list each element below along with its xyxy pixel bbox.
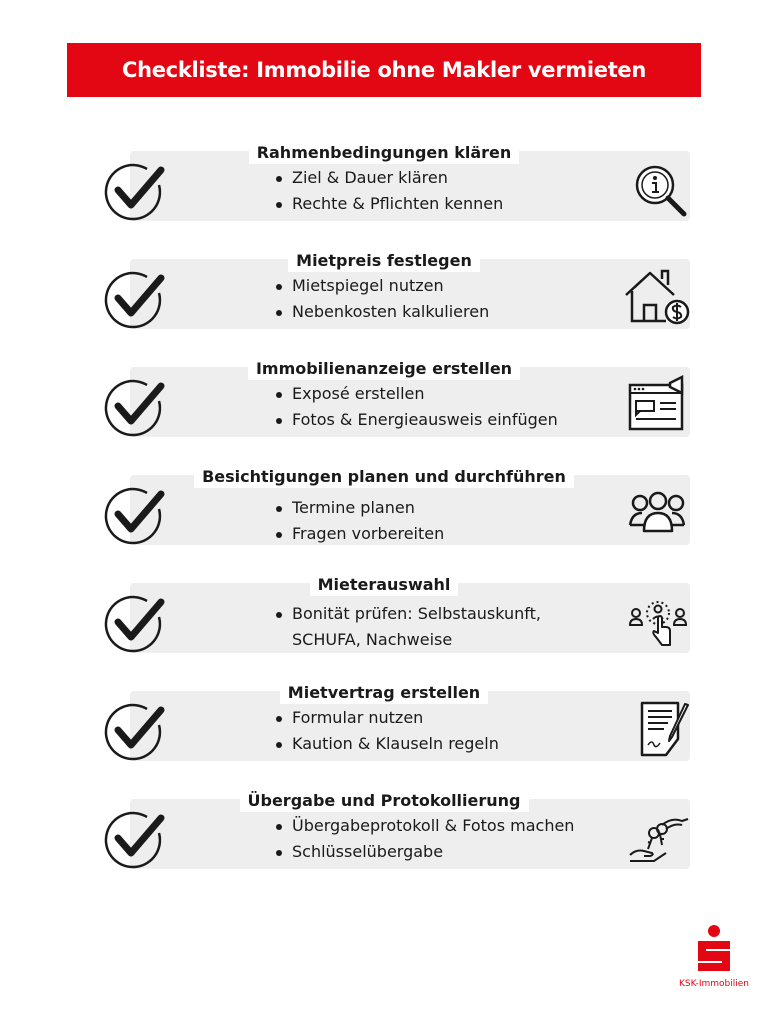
list-item: Mietspiegel nutzen bbox=[274, 273, 594, 299]
checklist-item bbox=[0, 251, 768, 359]
checkmark-icon bbox=[103, 487, 169, 547]
checklist-item bbox=[0, 791, 768, 899]
bullet-list bbox=[274, 273, 594, 325]
title-banner bbox=[67, 43, 701, 97]
bullet-list bbox=[274, 381, 594, 433]
bullet-list bbox=[274, 813, 594, 865]
item-heading: Mietpreis festlegen bbox=[288, 249, 480, 272]
bullet-list bbox=[274, 495, 594, 547]
sparkasse-logo-icon bbox=[694, 925, 734, 975]
checkmark-icon bbox=[103, 703, 169, 763]
info-search-icon bbox=[622, 157, 694, 219]
item-heading: Immobilienanzeige erstellen bbox=[248, 357, 520, 380]
select-person-icon bbox=[622, 589, 694, 651]
item-heading: Rahmenbedingungen klären bbox=[249, 141, 520, 164]
checklist-item bbox=[0, 359, 768, 467]
item-heading: Mieterauswahl bbox=[310, 573, 459, 596]
checklist-item bbox=[0, 143, 768, 251]
list-item: Übergabeprotokoll & Fotos machen bbox=[274, 813, 594, 839]
list-item: Rechte & Pflichten kennen bbox=[274, 191, 594, 217]
contract-icon bbox=[622, 697, 694, 759]
checkmark-icon bbox=[103, 379, 169, 439]
house-dollar-icon bbox=[622, 265, 694, 327]
checkmark-icon bbox=[103, 271, 169, 331]
checklist-item bbox=[0, 683, 768, 791]
advertisement-icon bbox=[622, 373, 694, 435]
checklist-item bbox=[0, 575, 768, 683]
bullet-list bbox=[274, 705, 594, 757]
bullet-list bbox=[274, 165, 594, 217]
list-item: Nebenkosten kalkulieren bbox=[274, 299, 594, 325]
list-item: Fragen vorbereiten bbox=[274, 521, 594, 547]
brand-name: KSK-Immobilien bbox=[679, 979, 749, 989]
item-heading: Mietvertrag erstellen bbox=[280, 681, 488, 704]
list-item: Ziel & Dauer klären bbox=[274, 165, 594, 191]
list-item: Fotos & Energieausweis einfügen bbox=[274, 407, 594, 433]
checklist-item bbox=[0, 467, 768, 575]
checkmark-icon bbox=[103, 595, 169, 655]
list-item: Schlüsselübergabe bbox=[274, 839, 594, 865]
list-item: Formular nutzen bbox=[274, 705, 594, 731]
checkmark-icon bbox=[103, 811, 169, 871]
list-item: Termine planen bbox=[274, 495, 594, 521]
item-heading: Übergabe und Protokollierung bbox=[240, 789, 529, 812]
group-icon bbox=[622, 481, 694, 543]
item-heading: Besichtigungen planen und durchführen bbox=[194, 465, 574, 488]
checkmark-icon bbox=[103, 163, 169, 223]
page-title: Checkliste: Immobilie ohne Makler vermieten bbox=[121, 58, 647, 82]
brand-block bbox=[660, 925, 768, 1015]
list-item: Exposé erstellen bbox=[274, 381, 594, 407]
bullet-list bbox=[274, 601, 594, 653]
key-handover-icon bbox=[622, 805, 694, 867]
list-item: Bonität prüfen: Selbstauskunft, SCHUFA, Nachweise bbox=[274, 601, 594, 653]
list-item: Kaution & Klauseln regeln bbox=[274, 731, 594, 757]
